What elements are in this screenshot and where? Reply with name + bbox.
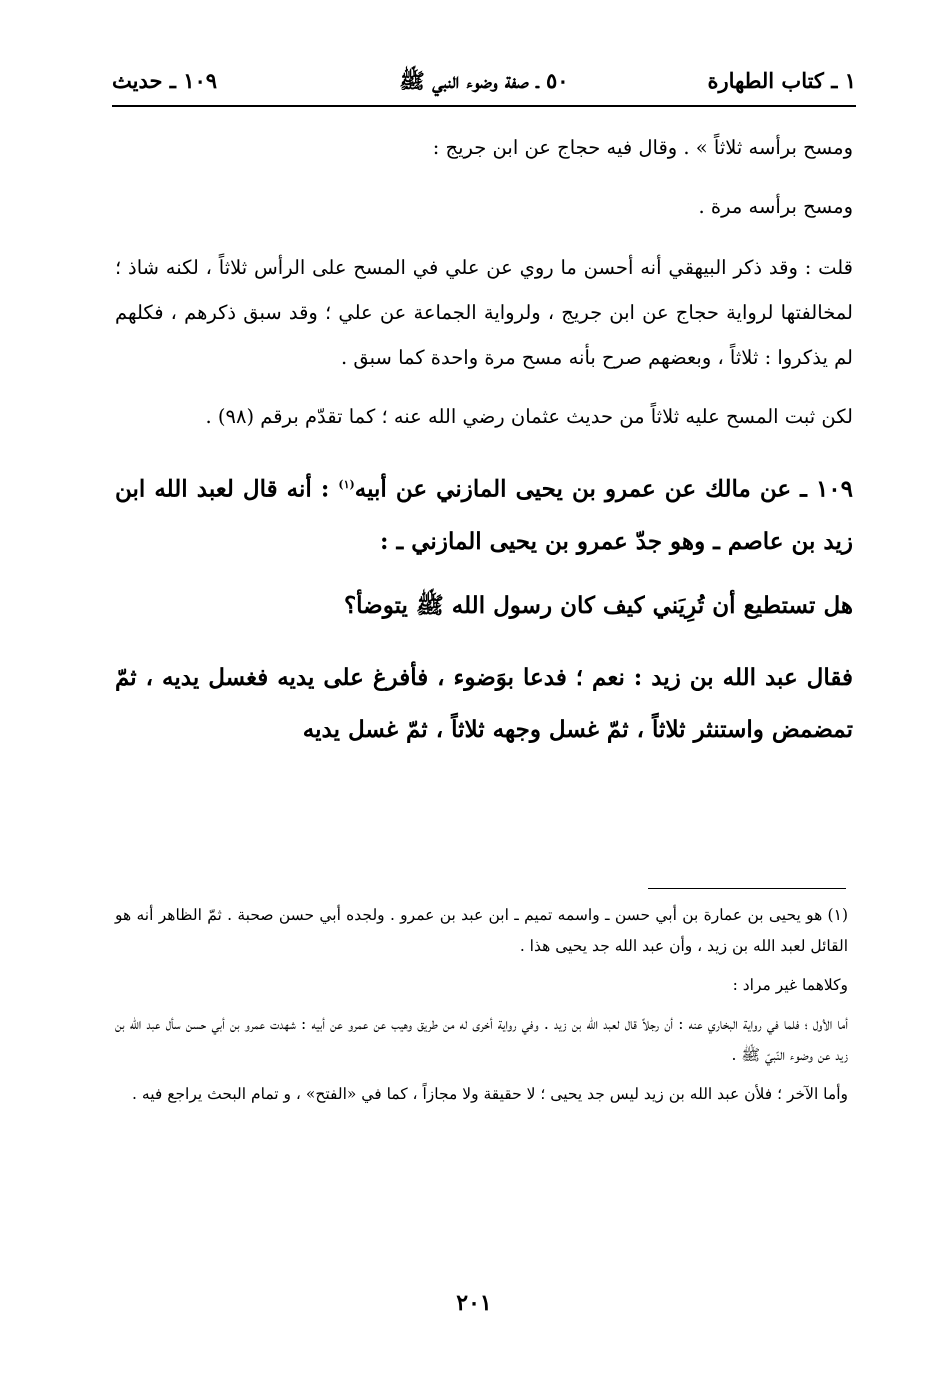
header-section: ٥٠ ـ صفة وضوء النبي ﷺ (399, 68, 569, 93)
header-chapter: ١ ـ كتاب الطهارة (707, 68, 856, 93)
header-hadith-number: ١٠٩ ـ حديث (112, 68, 218, 93)
footnote-paragraph: وكلاهما غير مراد : (732, 976, 848, 994)
hadith-question: هل تستطيع أن تُرِيَني كيف كان رسول الله ﷺ يتوضأ؟ (343, 591, 853, 619)
paragraph: ومسح برأسه مرة . (698, 195, 853, 218)
paragraph: لكن ثبت المسح عليه ثلاثاً من حديث عثمان رضي الله عنه ؛ كما تقدّم برقم (٩٨) . (205, 405, 853, 428)
main-text (115, 125, 853, 756)
header-divider (112, 105, 856, 107)
footnote-paragraph: وأما الآخر ؛ فلأن عبد الله بن زيد ليس جد يحيى ؛ لا حقيقة ولا مجازاً ، كما في «الفتح» ، و تمام البحث يراجع فيه . (132, 1085, 848, 1103)
footnote-paragraph: (١) هو يحيى بن عمارة بن أبي حسن ـ واسمه تميم ـ ابن عبد بن عمرو . ولجده أبي حسن صحبة . ثمّ الظاهر أنه هو القائل لعبد الله بن زيد ، وأن عبد الله جد يحيى هذا . (115, 906, 848, 955)
footnote-marker[interactable]: (١) (338, 478, 355, 491)
hadith-intro-end: : أنه قال لعبد الله ابن زيد بن عاصم ـ وهو جدّ عمرو بن يحيى المازني ـ : (115, 475, 853, 555)
paragraph: قلت : وقد ذكر البيهقي أنه أحسن ما روي عن علي في المسح على الرأس ثلاثاً ، لكنه شاذ ؛ لمخالفتها لرواية حجاج عن ابن جريج ، ولرواية الجماعة عن علي ؛ وقد سبق ذكرهم ، فكلهم لم يذكروا : ثلاثاً ، وبعضهم صرح بأنه مسح مرة واحدة كما سبق . (115, 256, 853, 369)
running-header (112, 68, 856, 102)
footnote-paragraph: أما الأول ؛ فلما في رواية البخاري عنه : أن رجلاً قال لعبد الله بن زيد . وفي رواية أخرى له من طريق وهيب عن عمرو عن أبيه : شهدت عمرو بن أبي حسن سأل عبد الله بن زيد عن وضوء النّبيّ ﷺ . (115, 1015, 848, 1064)
hadith-intro-start: ١٠٩ ـ عن مالك عن عمرو بن يحيى المازني عن أبيه (354, 475, 853, 503)
hadith-answer: فقال عبد الله بن زيد : نعم ؛ فدعا بوَضوء ، فأفرغ على يديه فغسل يديه ، ثمّ تمضمض واستنثر ثلاثاً ، ثمّ غسل وجهه ثلاثاً ، ثمّ غسل يديه (115, 663, 853, 743)
footnotes (115, 900, 848, 1110)
paragraph: ومسح برأسه ثلاثاً » . وقال فيه حجاج عن ابن جريج : (432, 136, 853, 159)
page-number: ٢٠١ (456, 1290, 492, 1316)
hadith-intro (115, 459, 853, 568)
footnote-divider (648, 888, 846, 889)
